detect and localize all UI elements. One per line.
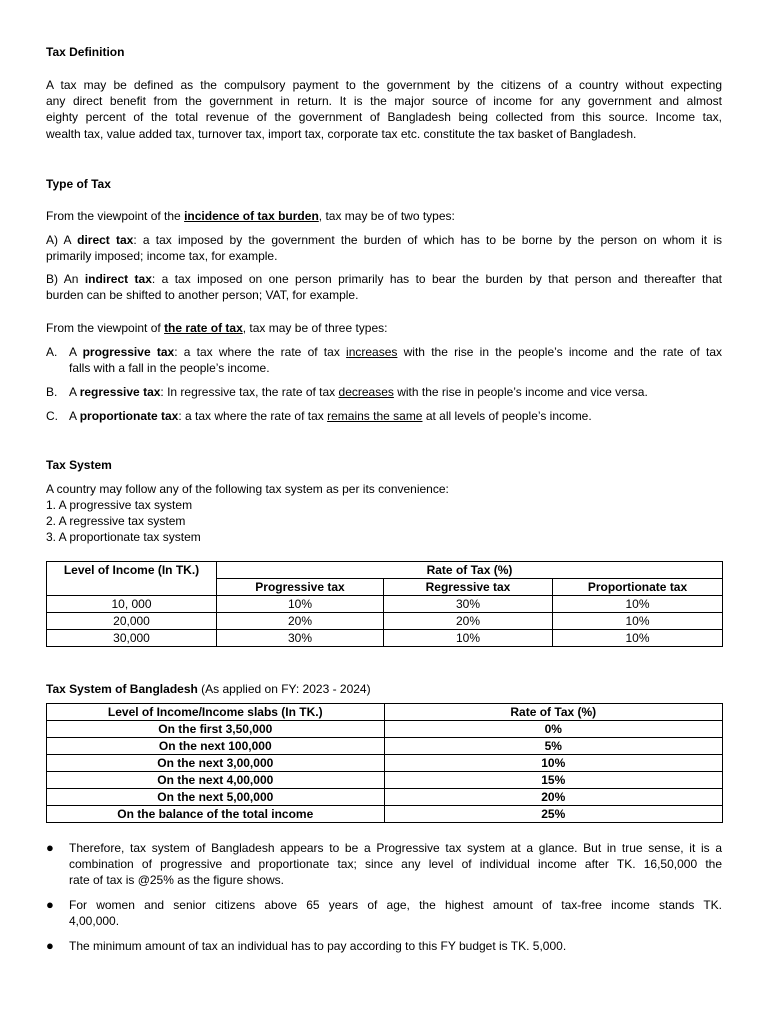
rate-intro [46,320,388,336]
column-header-progressive: Progressive tax [217,579,384,596]
key-term: proportionate tax [79,409,179,423]
table-cell: 10% [553,630,723,647]
table-cell: On the next 4,00,000 [47,772,385,789]
list-item: 2. A regressive tax system [46,514,186,528]
text: , tax may be of three types: [242,321,388,335]
table-cell: 5% [384,738,722,755]
table-cell: 10% [553,596,723,613]
table-row [47,613,723,630]
list-marker: B. [46,385,58,399]
table-cell: On the balance of the total income [47,806,385,823]
table-cell: 30% [384,596,553,613]
text-line: The minimum amount of tax an individual has to pay according to this FY budget is TK. 5,000. [69,939,567,953]
text-line: primarily imposed; income tax, for example. [46,249,278,264]
table-row [47,630,723,647]
text: with the rise in people’s income and vice versa. [393,385,648,399]
table-row [47,721,723,738]
table-cell: On the first 3,50,000 [47,721,385,738]
text-line [69,408,722,424]
table-cell: 25% [384,806,722,823]
bullet-icon: ● [46,938,54,953]
key-term: incidence of tax burden [184,209,319,223]
text-line [46,232,722,248]
text-line: any direct benefit from the government in return. It is the major source of income for any government and almost [46,94,722,109]
table-cell: 10, 000 [47,596,217,613]
table-row [47,596,723,613]
column-header-regressive: Regressive tax [384,579,553,596]
text: : a tax imposed by the government the burden of which has to be borne by the person on whom it is [133,233,723,247]
text: at all levels of people’s income. [422,409,592,423]
bangladesh-tax-table [46,703,723,823]
table-cell: 15% [384,772,722,789]
text-line: For women and senior citizens above 65 years of age, the highest amount of tax-free income stands TK. [69,898,722,912]
bullet-text [69,938,722,954]
heading-tax-system-bangladesh [46,681,371,697]
table-cell: 10% [553,613,723,630]
text-line: wealth tax, value added tax, turnover tax, import tax, corporate tax etc. constitute the tax basket of Bangladesh. [46,126,637,141]
text-line: rate of tax is @25% as the figure shows. [69,873,284,888]
key-term: direct tax [77,233,134,247]
text: A [69,409,80,423]
table-cell: 20% [384,613,553,630]
incidence-intro [46,208,455,224]
text-line [69,344,722,360]
key-term: the rate of tax [164,321,243,335]
table-row [47,738,723,755]
key-term: regressive tax [79,385,161,399]
table-row [47,772,723,789]
table-cell: 30% [217,630,384,647]
heading-type-of-tax: Type of Tax [46,177,111,191]
text: : a tax where the rate of tax [174,345,347,359]
key-word: increases [346,345,398,359]
paragraph-tax-definition [46,77,722,142]
table-cell: On the next 3,00,000 [47,755,385,772]
text-line: A tax may be defined as the compulsory payment to the government by the citizens of a country without expecting [46,78,722,92]
paragraph-direct-tax [46,232,722,264]
tax-system-intro: A country may follow any of the following tax system as per its convenience: [46,482,449,496]
table-row [47,806,723,823]
bullet-icon: ● [46,897,54,912]
column-header-income-slabs: Level of Income/Income slabs (In TK.) [47,704,385,721]
text-line: eighty percent of the total revenue of the government of Bangladesh being collected from this source. Income tax, [46,110,722,125]
text-line [69,384,722,400]
text: B) An [46,272,85,286]
text: : a tax where the rate of tax [178,409,328,423]
text-line [46,271,722,287]
bullet-text [69,840,722,889]
text-line: combination of progressive and proportionate tax; since any level of individual income after TK. 16,50,000 the [69,857,722,872]
list-item: 3. A proportionate tax system [46,530,201,544]
key-term: indirect tax [84,272,152,286]
list-item-text [69,408,722,424]
text-line: falls with a fall in the people’s income. [69,361,270,376]
table-cell: 10% [384,755,722,772]
list-item-text [69,384,722,400]
table-cell: On the next 5,00,000 [47,789,385,806]
text: : a tax imposed on one person primarily has to bear the burden by that person and thereafter that [151,272,722,286]
table-header-row [47,562,723,579]
bullet-icon: ● [46,840,54,855]
list-marker: C. [46,409,58,423]
heading-tax-definition: Tax Definition [46,45,125,59]
table-cell: 20,000 [47,613,217,630]
text: A) A [46,233,78,247]
list-item: 1. A progressive tax system [46,498,193,512]
column-header-rate: Rate of Tax (%) [217,562,723,579]
text-line: burden can be shifted to another person; VAT, for example. [46,288,359,303]
key-word: decreases [338,385,394,399]
key-word: remains the same [327,409,423,423]
heading-rest: (As applied on FY: 2023 - 2024) [197,682,371,696]
text: A [69,385,80,399]
text: , tax may be of two types: [318,209,455,223]
text: : In regressive tax, the rate of tax [160,385,339,399]
table-cell: 20% [384,789,722,806]
text: A [69,345,83,359]
column-header-rate: Rate of Tax (%) [384,704,722,721]
key-term: progressive tax [82,345,175,359]
paragraph-indirect-tax [46,271,722,303]
heading-bold: Tax System of Bangladesh [46,682,198,696]
text-line: 4,00,000. [69,914,120,929]
column-header-income: Level of Income (In TK.) [47,562,217,596]
list-marker: A. [46,345,58,359]
table-cell: 30,000 [47,630,217,647]
text: with the rise in the people’s income and the rate of tax [397,345,723,359]
text-line: Therefore, tax system of Bangladesh appears to be a Progressive tax system at a glance. But in true sense, it is a [69,841,722,855]
table-cell: 10% [217,596,384,613]
table-cell: On the next 100,000 [47,738,385,755]
text: From the viewpoint of [46,321,165,335]
text: From the viewpoint of the [46,209,185,223]
table-row [47,789,723,806]
bullet-text [69,897,722,929]
tax-system-table [46,561,723,647]
table-header-row [47,704,723,721]
heading-tax-system: Tax System [46,458,112,472]
column-header-proportionate: Proportionate tax [553,579,723,596]
table-cell: 10% [384,630,553,647]
table-row [47,755,723,772]
list-item-text [69,344,722,376]
table-cell: 20% [217,613,384,630]
table-cell: 0% [384,721,722,738]
